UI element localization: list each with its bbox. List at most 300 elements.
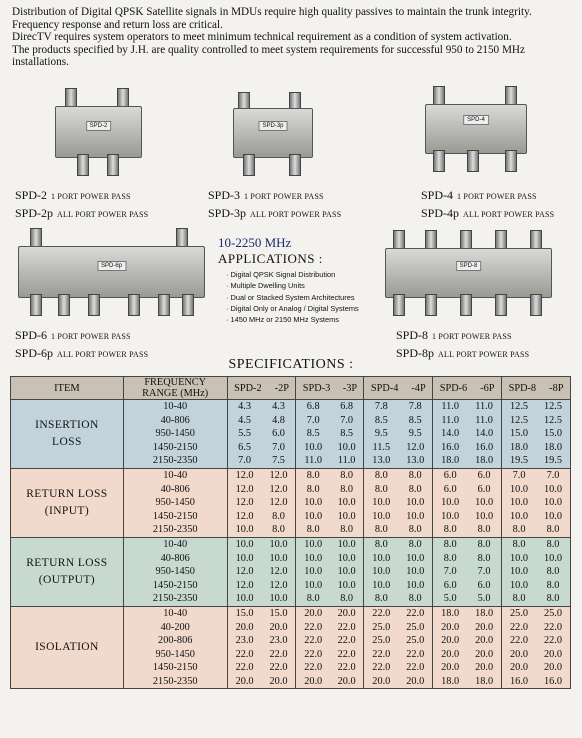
spec-value: 10.0: [543, 497, 563, 509]
model-name: SPD-6p: [15, 346, 54, 360]
spec-value: 6.0: [443, 579, 457, 591]
spec-value: 10.0: [235, 552, 254, 564]
spec-value: 10.0: [304, 579, 323, 591]
frequency-value: 950-1450: [155, 566, 195, 578]
spec-value: 15.0: [269, 607, 288, 619]
header-model: [364, 377, 433, 400]
spec-value: 20.0: [441, 621, 460, 633]
spec-value: 10.0: [406, 497, 425, 509]
spec-value: 7.0: [512, 469, 526, 481]
value-column: [269, 538, 287, 606]
spec-value: 23.0: [235, 635, 254, 647]
spec-value: 10.0: [543, 510, 563, 522]
spec-value: 10.0: [441, 497, 460, 509]
spec-value: 11.0: [337, 455, 356, 467]
intro-line: DirecTV requires system operators to meet minimum technical requirement as a condition of system activation.: [12, 31, 512, 44]
spec-value: 8.0: [408, 524, 422, 536]
spec-value: 22.0: [510, 635, 529, 647]
spec-value: 10.0: [475, 497, 494, 509]
spec-value: 18.0: [441, 607, 460, 619]
spec-value: 4.3: [272, 401, 285, 412]
value-column: [372, 538, 390, 606]
spec-value: 22.0: [543, 635, 563, 647]
spec-item-line: RETURN LOSS: [26, 556, 108, 569]
spec-value: 18.0: [543, 441, 563, 453]
spec-value: 8.0: [272, 510, 285, 522]
spec-value: 18.0: [475, 455, 494, 467]
model-name: SPD-8p: [396, 346, 435, 360]
spec-value: 8.0: [340, 593, 354, 605]
spec-value: 8.0: [443, 538, 457, 550]
value-column: [510, 400, 528, 468]
spec-value: 20.0: [510, 662, 529, 674]
spec-value: 12.0: [235, 469, 254, 481]
spec-value: 23.0: [269, 635, 288, 647]
spec-value: 8.0: [340, 469, 354, 481]
caption-spd-3: [208, 186, 341, 222]
spec-item-line: (INPUT): [44, 504, 90, 517]
value-column: [236, 607, 254, 689]
value-cell: [502, 537, 571, 606]
spec-value: 20.0: [304, 675, 323, 687]
spec-value: 18.0: [475, 675, 494, 687]
device-label: SPD-3p: [258, 121, 287, 131]
spec-value: 7.0: [340, 414, 354, 426]
spec-value: 18.0: [475, 607, 494, 619]
frequency-value: 2150-2350: [152, 455, 198, 467]
spec-value: 10.0: [372, 497, 391, 509]
specifications-title: SPECIFICATIONS :: [228, 357, 354, 372]
value-column: [478, 538, 491, 606]
spec-value: 12.5: [543, 401, 563, 412]
spec-value: 22.0: [337, 662, 356, 674]
spec-value: 20.0: [372, 675, 391, 687]
value-cell: [433, 606, 502, 689]
spec-value: 12.5: [510, 414, 529, 426]
model-col: SPD-4: [370, 382, 399, 394]
spec-value: 7.0: [443, 566, 457, 578]
spec-value: 11.0: [475, 401, 493, 412]
spec-value: 6.0: [443, 483, 457, 495]
model-col: -6P: [480, 382, 495, 394]
value-column: [338, 607, 356, 689]
spec-value: 8.0: [546, 524, 560, 536]
list-item: · Digital Only or Analog / Digital Systems: [226, 303, 359, 313]
model-desc: 1 PORT POWER PASS: [432, 332, 512, 341]
frequency-value: 10-40: [163, 401, 188, 412]
value-column: [444, 538, 457, 606]
spec-value: 22.0: [337, 621, 356, 633]
table-row: [11, 606, 571, 689]
value-column: [236, 469, 254, 537]
spec-value: 13.0: [406, 455, 425, 467]
frequency-cell: [123, 606, 227, 689]
spec-value: 8.0: [512, 593, 526, 605]
spec-value: 22.0: [372, 648, 391, 660]
spec-value: 15.0: [510, 428, 529, 440]
frequency-value: 40-806: [160, 483, 190, 495]
header-line: RANGE (MHz): [142, 388, 209, 399]
spec-value: 22.0: [406, 662, 425, 674]
model-name: SPD-4: [421, 188, 454, 202]
list-item: · 1450 MHz or 2150 MHz Systems: [226, 315, 339, 325]
spec-value: 20.0: [441, 648, 460, 660]
spec-value: 10.0: [372, 579, 391, 591]
spec-item-line: ISOLATION: [35, 641, 99, 654]
spec-value: 4.3: [238, 401, 252, 412]
value-cell: [296, 400, 364, 469]
spec-value: 7.0: [272, 441, 285, 453]
spec-value: 16.0: [543, 675, 563, 687]
spec-value: 10.0: [337, 497, 356, 509]
spec-value: 8.0: [546, 579, 560, 591]
spec-value: 8.5: [374, 414, 388, 426]
model-col: -3P: [342, 382, 358, 394]
spec-value: 8.0: [340, 524, 354, 536]
value-column: [510, 469, 528, 537]
model-name: SPD-3: [208, 188, 241, 202]
spec-item-name: [11, 400, 124, 469]
spec-value: 20.0: [441, 635, 460, 647]
spec-value: 10.0: [441, 510, 460, 522]
spec-value: 22.0: [337, 648, 356, 660]
spec-value: 8.0: [512, 538, 526, 550]
frequency-cell: [123, 537, 227, 606]
value-column: [510, 538, 528, 606]
spec-value: 10.0: [510, 510, 529, 522]
spec-value: 10.0: [510, 483, 529, 495]
frequency-value: 1450-2150: [152, 662, 198, 674]
spec-value: 10.0: [337, 566, 356, 578]
spec-value: 10.0: [269, 593, 288, 605]
spec-value: 6.8: [306, 401, 320, 412]
frequency-value: 10-40: [163, 469, 188, 481]
spec-value: 10.0: [337, 510, 356, 522]
product-image-spd-2: [55, 88, 140, 178]
intro-line: The products specified by J.H. are quality controlled to meet system requirements for successful 950 to 2150 MHz installations.: [12, 43, 525, 69]
spec-item-line: (OUTPUT): [38, 573, 96, 586]
model-col: -2P: [274, 382, 289, 394]
model-name: SPD-2p: [15, 206, 54, 220]
spec-value: 20.0: [543, 662, 563, 674]
spec-value: 18.0: [441, 455, 460, 467]
spec-value: 19.5: [510, 455, 529, 467]
value-cell: [296, 537, 364, 606]
spec-value: 12.5: [510, 401, 529, 412]
spec-value: 8.0: [306, 469, 320, 481]
frequency-range: 10-2250 MHz: [218, 235, 292, 250]
spec-value: 25.0: [372, 635, 391, 647]
header-model: [227, 377, 296, 400]
model-desc: ALL PORT POWER PASS: [438, 350, 530, 359]
spec-value: 11.0: [441, 414, 459, 426]
spec-value: 7.0: [546, 469, 560, 481]
spec-value: 16.0: [441, 441, 460, 453]
spec-value: 18.0: [510, 441, 529, 453]
spec-value: 22.0: [269, 648, 288, 660]
spec-value: 10.0: [235, 593, 254, 605]
value-column: [441, 469, 459, 537]
value-column: [269, 607, 287, 689]
value-column: [304, 400, 322, 468]
spec-value: 6.0: [477, 579, 491, 591]
spec-value: 20.0: [269, 621, 288, 633]
table-row: [11, 537, 571, 606]
intro-line: Frequency response and return loss are critical.: [12, 18, 223, 31]
caption-spd-2: [15, 186, 148, 222]
model-col: -4P: [411, 382, 426, 394]
spec-value: 10.0: [337, 538, 356, 550]
spec-value: 20.0: [475, 662, 494, 674]
value-column: [475, 469, 493, 537]
spec-value: 8.0: [340, 483, 354, 495]
spec-value: 10.0: [304, 552, 323, 564]
spec-value: 12.0: [269, 579, 288, 591]
spec-value: 20.0: [269, 675, 288, 687]
spec-value: 8.0: [374, 593, 388, 605]
value-column: [544, 469, 562, 537]
spec-value: 4.8: [272, 414, 285, 426]
spec-value: 11.5: [372, 441, 391, 453]
model-col: SPD-8: [508, 382, 537, 394]
value-column: [441, 400, 459, 468]
value-column: [338, 400, 356, 468]
spec-value: 22.0: [235, 648, 254, 660]
spec-value: 12.0: [235, 579, 254, 591]
model-name: SPD-2: [15, 188, 48, 202]
applications-heading: APPLICATIONS :: [218, 251, 323, 266]
spec-value: 20.0: [304, 607, 323, 619]
spec-value: 8.0: [408, 538, 422, 550]
frequency-value: 950-1450: [155, 648, 195, 660]
value-column: [238, 400, 251, 468]
header-line: FREQUENCY: [144, 377, 207, 388]
spec-item-name: [11, 537, 124, 606]
spec-value: 10.0: [304, 566, 323, 578]
spec-value: 13.0: [372, 455, 391, 467]
applications-list: [226, 269, 359, 325]
spec-value: 6.5: [238, 441, 252, 453]
spec-value: 10.0: [406, 552, 425, 564]
spec-value: 20.0: [406, 675, 425, 687]
spec-value: 12.0: [235, 497, 254, 509]
caption-spd-4: [421, 186, 554, 222]
value-cell: [227, 537, 296, 606]
spec-value: 16.0: [510, 675, 529, 687]
spec-value: 10.0: [235, 524, 254, 536]
spec-value: 8.0: [408, 469, 422, 481]
frequency-value: 10-40: [163, 538, 188, 550]
spec-value: 10.0: [304, 538, 323, 550]
spec-value: 10.0: [235, 538, 254, 550]
frequency-value: 950-1450: [155, 428, 195, 440]
spec-value: 25.0: [510, 607, 529, 619]
model-name: SPD-6: [15, 328, 48, 342]
spec-value: 20.0: [475, 648, 494, 660]
model-desc: 1 PORT POWER PASS: [51, 332, 131, 341]
model-name: SPD-3p: [208, 206, 247, 220]
value-column: [236, 538, 254, 606]
spec-value: 6.0: [272, 428, 285, 440]
list-item: · Dual or Stacked System Architectures: [226, 292, 355, 302]
spec-value: 14.0: [475, 428, 494, 440]
value-cell: [433, 400, 502, 469]
spec-value: 22.0: [304, 621, 323, 633]
spec-value: 8.0: [512, 524, 526, 536]
spec-value: 10.0: [304, 510, 323, 522]
value-cell: [227, 468, 296, 537]
spec-value: 20.0: [543, 648, 563, 660]
spec-value: 6.0: [443, 469, 457, 481]
value-column: [304, 538, 322, 606]
frequency-cell: [123, 468, 227, 537]
spec-value: 6.8: [340, 401, 354, 412]
spec-value: 10.0: [406, 510, 425, 522]
frequency-value: 2150-2350: [152, 593, 198, 605]
spec-value: 10.0: [406, 579, 425, 591]
spec-value: 8.0: [306, 524, 320, 536]
value-column: [372, 607, 390, 689]
spec-item-name: [11, 606, 124, 689]
spec-value: 22.0: [304, 635, 323, 647]
model-col: -8P: [549, 382, 564, 394]
value-column: [441, 607, 459, 689]
spec-value: 10.0: [372, 510, 391, 522]
value-column: [338, 538, 356, 606]
spec-value: 5.5: [238, 428, 252, 440]
spec-value: 6.0: [477, 483, 491, 495]
spec-value: 8.0: [374, 469, 388, 481]
spec-value: 11.0: [304, 455, 323, 467]
model-desc: ALL PORT POWER PASS: [57, 210, 149, 219]
value-column: [406, 538, 424, 606]
spec-value: 20.0: [337, 607, 356, 619]
frequency-value: 2150-2350: [152, 524, 198, 536]
spec-value: 12.0: [269, 469, 288, 481]
spec-value: 5.0: [477, 593, 491, 605]
spec-value: 10.0: [372, 566, 391, 578]
value-cell: [502, 400, 571, 469]
spec-value: 25.0: [543, 607, 563, 619]
spec-value: 20.0: [475, 635, 494, 647]
frequency-value: 950-1450: [155, 497, 195, 509]
value-column: [372, 400, 390, 468]
device-label: SPD-4: [463, 115, 489, 125]
spec-value: 10.0: [510, 579, 529, 591]
table-row: [11, 468, 571, 537]
header-frequency: [123, 377, 227, 400]
spec-value: 8.0: [374, 524, 388, 536]
spec-item-name: [11, 468, 124, 537]
value-cell: [364, 400, 433, 469]
spec-value: 25.0: [406, 635, 425, 647]
spec-value: 7.5: [272, 455, 285, 467]
spec-value: 10.0: [475, 510, 494, 522]
spec-item-line: INSERTION: [35, 418, 99, 431]
frequency-value: 1450-2150: [152, 510, 198, 522]
intro-text: [12, 6, 572, 69]
spec-value: 8.0: [272, 524, 285, 536]
spec-value: 22.0: [235, 662, 254, 674]
spec-value: 7.8: [374, 401, 388, 412]
spec-value: 16.0: [475, 441, 494, 453]
spec-value: 8.0: [443, 524, 457, 536]
spec-value: 12.0: [406, 441, 425, 453]
value-column: [510, 607, 528, 689]
value-cell: [364, 537, 433, 606]
spec-value: 22.0: [337, 635, 356, 647]
product-image-spd-8: [385, 230, 550, 318]
spec-value: 8.0: [477, 538, 491, 550]
value-cell: [502, 468, 571, 537]
value-cell: [227, 400, 296, 469]
frequency-value: 200-806: [158, 635, 193, 647]
spec-value: 14.0: [441, 428, 460, 440]
spec-value: 18.0: [441, 675, 460, 687]
value-column: [544, 607, 562, 689]
spec-value: 25.0: [372, 621, 391, 633]
spec-value: 10.0: [510, 566, 529, 578]
spec-value: 22.0: [269, 662, 288, 674]
model-name: SPD-4p: [421, 206, 460, 220]
spec-value: 20.0: [475, 621, 494, 633]
product-image-spd-6: [18, 228, 203, 318]
header-item: ITEM: [11, 377, 124, 400]
header-model: [296, 377, 364, 400]
model-name: SPD-8: [396, 328, 429, 342]
spec-value: 8.0: [546, 566, 560, 578]
spec-value: 25.0: [406, 621, 425, 633]
value-column: [544, 400, 562, 468]
spec-value: 22.0: [406, 607, 425, 619]
spec-value: 12.0: [269, 566, 288, 578]
spec-value: 12.0: [269, 483, 288, 495]
value-cell: [296, 468, 364, 537]
value-column: [406, 607, 424, 689]
value-column: [338, 469, 356, 537]
value-column: [544, 538, 562, 606]
spec-value: 8.5: [340, 428, 354, 440]
spec-value: 8.0: [306, 483, 320, 495]
frequency-value: 1450-2150: [152, 579, 198, 591]
spec-value: 8.0: [546, 538, 560, 550]
spec-value: 10.0: [304, 441, 323, 453]
product-image-spd-3: [233, 92, 311, 176]
spec-value: 4.5: [238, 414, 252, 426]
spec-value: 6.0: [477, 469, 491, 481]
model-col: SPD-6: [439, 382, 468, 394]
value-cell: [433, 468, 502, 537]
spec-value: 8.5: [408, 414, 422, 426]
spec-value: 15.0: [235, 607, 254, 619]
frequency-cell: [123, 400, 227, 469]
specifications-table: [10, 376, 571, 689]
spec-value: 22.0: [304, 648, 323, 660]
value-cell: [227, 606, 296, 689]
model-desc: ALL PORT POWER PASS: [57, 350, 149, 359]
spec-value: 8.0: [306, 593, 320, 605]
frequency-value: 2150-2350: [152, 675, 198, 687]
model-desc: ALL PORT POWER PASS: [250, 210, 342, 219]
applications-panel: [218, 235, 359, 325]
spec-value: 22.0: [510, 621, 529, 633]
value-column: [475, 400, 493, 468]
spec-value: 7.0: [306, 414, 320, 426]
product-image-spd-4: [425, 86, 525, 174]
device-label: SPD-8: [456, 261, 482, 271]
value-cell: [364, 468, 433, 537]
value-column: [406, 469, 424, 537]
